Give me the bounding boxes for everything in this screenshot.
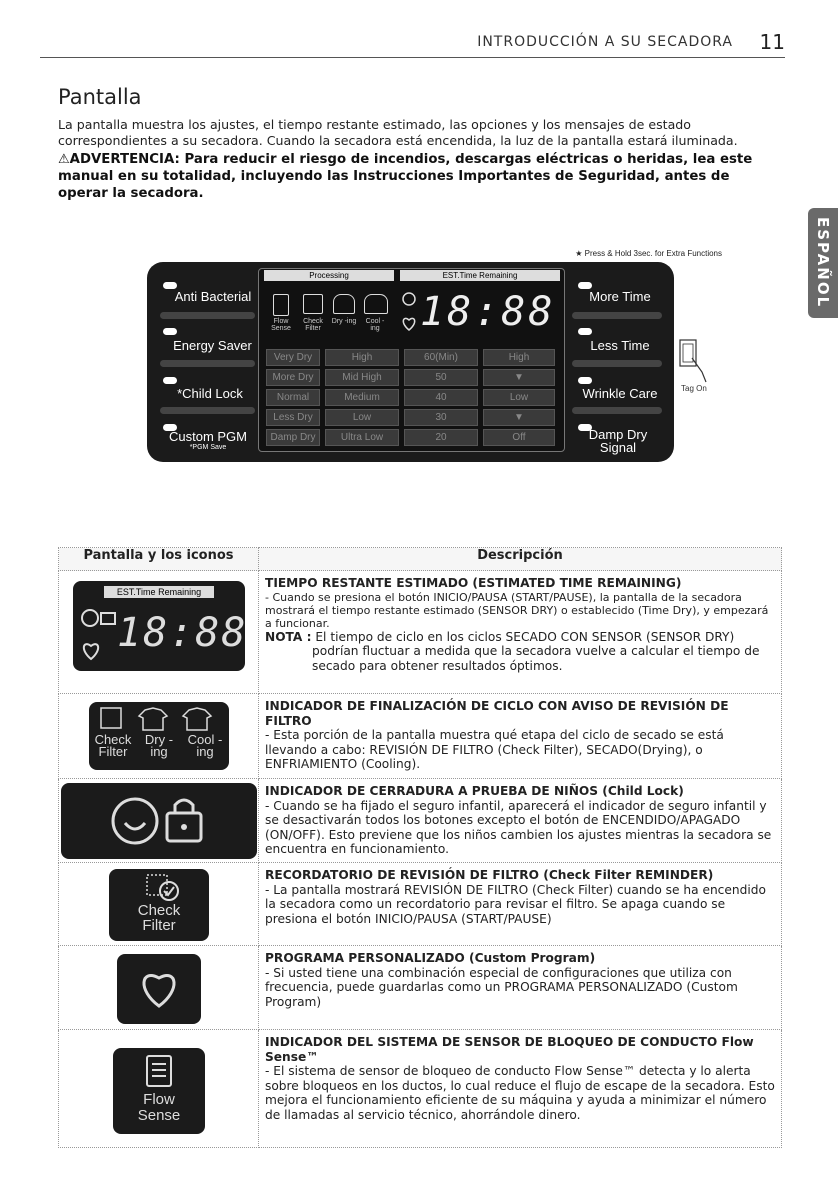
wrinkle-care-label: Wrinkle Care (582, 386, 658, 401)
row-text: - Esta porción de la pantalla muestra qué etapa del ciclo de secado se está llevando a cabo: REVISIÓN DE FILTRO (Check Filter), SECADO(Drying), o ENFRIAMIENTO (Cooling). (265, 728, 724, 771)
tag-on-icon (678, 336, 714, 386)
row-title: PROGRAMA PERSONALIZADO (Custom Program) (265, 951, 596, 965)
grid-cell: High (483, 349, 555, 366)
check-filter-icon (303, 294, 323, 314)
row-title: TIEMPO RESTANTE ESTIMADO (ESTIMATED TIME REMAINING) (265, 576, 682, 590)
button-bar (572, 312, 662, 319)
icon-cell (59, 946, 259, 1030)
indicator-dot (578, 377, 592, 384)
description-cell (259, 863, 782, 946)
description-cell (259, 1030, 782, 1148)
row-text: - Si usted tiene una combinación especial de configuraciones que utiliza con frecuencia, puede guardarlas como un PROGRAMA PERSONALIZADO (Custom Program) (265, 965, 738, 1009)
grid-cell: More Dry (266, 369, 320, 386)
row-title: RECORDATORIO DE REVISIÓN DE FILTRO (Check Filter REMINDER) (265, 868, 714, 882)
table-row (59, 694, 782, 779)
button-bar (160, 360, 255, 367)
grid-cell: Normal (266, 389, 320, 406)
more-time-label: More Time (589, 289, 651, 304)
drying-label: Dry -ing (331, 318, 357, 325)
tag-on-label: Tag On (681, 384, 707, 393)
flow-sense-label: Flow Sense (271, 318, 291, 332)
status-symbols-icon (97, 706, 222, 732)
row-text: - El sistema de sensor de bloqueo de conducto Flow Sense™ detecta y lo alerta sobre bloqueos en los ductos, lo cual reduce el flujo de escape de la secadora. Esto mejora el funcionamiento eficiente de su máquina y ayuda a minimizar el número de llamadas al servicio técnico, ahorrándole dinero. (265, 1064, 775, 1122)
est-time-label: EST.Time Remaining (104, 586, 214, 598)
anti-bacterial-label: Anti Bacterial (174, 289, 252, 304)
cooling-icon (364, 294, 388, 314)
cooling-label: Cool -ing (365, 318, 385, 332)
grid-cell: Very Dry (266, 349, 320, 366)
table-row (59, 863, 782, 946)
grid-cell: 60(Min) (404, 349, 478, 366)
col-header-description: Descripción (259, 548, 782, 571)
damp-dry-signal-label: Damp Dry Signal (588, 427, 648, 455)
button-bar (160, 407, 255, 414)
pgm-save-text: *PGM Save (189, 444, 227, 451)
flow-sense-icon (273, 294, 289, 316)
time-digits: 18:88 (117, 610, 248, 656)
child-lock-icon (403, 293, 415, 305)
heart-icon (133, 960, 185, 1012)
icon-cell (59, 779, 259, 863)
check-filter-label: Check Filter (303, 318, 323, 332)
row-title: INDICADOR DEL SISTEMA DE SENSOR DE BLOQUEO DE CONDUCTO Flow Sense™ (265, 1035, 754, 1064)
grid-cell: Damp Dry (266, 429, 320, 446)
flow-sense-icon (143, 1054, 175, 1088)
processing-header: Processing (264, 270, 394, 281)
grid-cell: 40 (404, 389, 478, 406)
icons-table (58, 547, 782, 1148)
grid-cell: Low (325, 409, 399, 426)
warning-text: ADVERTENCIA: Para reducir el riesgo de incendios, descargas eléctricas o heridas, lea este manual en su totalidad, incluyendo las Instrucciones Importantes de Seguridad, antes de operar la secadora. (58, 152, 753, 201)
row-note (265, 630, 775, 674)
language-tab: ESPAÑOL (808, 208, 838, 318)
grid-cell: Ultra Low (325, 429, 399, 446)
display-digits: 18:88 (420, 289, 556, 335)
note-text: El tiempo de ciclo en los ciclos SECADO CON SENSOR (SENSOR DRY) podrían fluctuar a medida que la secadora vuelve a calcular el tiempo de secado para obtener resultados óptimos. (312, 629, 760, 673)
grid-cell: 30 (404, 409, 478, 426)
grid-cell: ▼ (483, 369, 555, 386)
section-title: INTRODUCCIÓN A SU SECADORA (477, 34, 733, 50)
button-bar (572, 360, 662, 367)
press-hold-note: ★ Press & Hold 3sec. for Extra Functions (575, 249, 722, 258)
page-header (40, 30, 785, 58)
flow-sense-label: Flow Sense (137, 1091, 181, 1124)
grid-cell: 50 (404, 369, 478, 386)
table-row (59, 571, 782, 694)
row-text: - Cuando se presiona el botón INICIO/PAUSA (START/PAUSE), la pantalla de la secadora mostrará el tiempo restante estimado (SENSOR DRY) o establecido (Time Dry), y empezará a funcionar. (265, 590, 769, 630)
est-time-header: EST.Time Remaining (400, 270, 560, 281)
page-number: 11 (759, 30, 785, 54)
grid-cell: Medium (325, 389, 399, 406)
col-header-display: Pantalla y los iconos (59, 548, 259, 571)
child-lock-and-custom-icons (402, 290, 422, 334)
heart-icon (403, 318, 414, 330)
drying-label: Dry -ing (144, 732, 174, 759)
drying-icon (333, 294, 355, 314)
grid-cell: 20 (404, 429, 478, 446)
description-cell (259, 946, 782, 1030)
row-text: - La pantalla mostrará REVISIÓN DE FILTRO (Check Filter) cuando se ha encendido la secadora como un recordatorio para revisar el filtro. Se apaga cuando se presiona el botón INICIO/PAUSA (START/PAUSE) (265, 882, 766, 926)
intro-paragraph: La pantalla muestra los ajustes, el tiempo restante estimado, las opciones y los mensajes de estado correspondientes a su secadora. Cuando la secadora está encendida, la luz de la pantalla estará iluminada. (58, 117, 738, 148)
indicator-dot (578, 328, 592, 335)
indicator-dot (163, 282, 177, 289)
child-lock-label: *Child Lock (177, 386, 243, 401)
check-filter-icon (143, 873, 183, 901)
table-row (59, 779, 782, 863)
grid-cell: Less Dry (266, 409, 320, 426)
check-filter-label: Check Filter (94, 732, 132, 759)
lock-heart-icon (79, 603, 119, 665)
row-text: - Cuando se ha fijado el seguro infantil, aparecerá el indicador de seguro infantil y se desactivarán todos los botones excepto el botón de ENCENDIDO/APAGADO (ON/OFF). Esto previene que los niños cambien los ajustes mientras la secadora se encuentra en funcionamiento. (265, 798, 772, 856)
page-title: Pantalla (58, 85, 142, 109)
grid-cell: Low (483, 389, 555, 406)
description-cell (259, 694, 782, 779)
energy-saver-label: Energy Saver (173, 338, 252, 353)
table-row (59, 1030, 782, 1148)
row-title: INDICADOR DE FINALIZACIÓN DE CICLO CON AVISO DE REVISIÓN DE FILTRO (265, 699, 729, 728)
icon-cell (59, 863, 259, 946)
custom-pgm-text: Custom PGM (168, 429, 247, 444)
less-time-label: Less Time (590, 338, 650, 353)
grid-cell: Off (483, 429, 555, 446)
icon-cell (59, 571, 259, 694)
description-cell (259, 779, 782, 863)
indicator-dot (163, 377, 177, 384)
check-filter-label: Check Filter (137, 902, 181, 934)
warning-paragraph (58, 151, 783, 202)
grid-cell: Mid High (325, 369, 399, 386)
note-label: NOTA : (265, 629, 312, 644)
row-title: INDICADOR DE CERRADURA A PRUEBA DE NIÑOS (Child Lock) (265, 784, 684, 798)
warning-icon: ⚠ (58, 152, 70, 167)
child-lock-icon (109, 793, 209, 849)
custom-pgm-label (163, 430, 253, 452)
table-row (59, 946, 782, 1030)
icon-cell (59, 1030, 259, 1148)
indicator-dot (163, 328, 177, 335)
description-cell (259, 571, 782, 694)
button-bar (160, 312, 255, 319)
grid-cell: High (325, 349, 399, 366)
button-bar (572, 407, 662, 414)
icon-cell (59, 694, 259, 779)
indicator-dot (578, 282, 592, 289)
cooling-label: Cool -ing (187, 732, 223, 759)
grid-cell: ▼ (483, 409, 555, 426)
